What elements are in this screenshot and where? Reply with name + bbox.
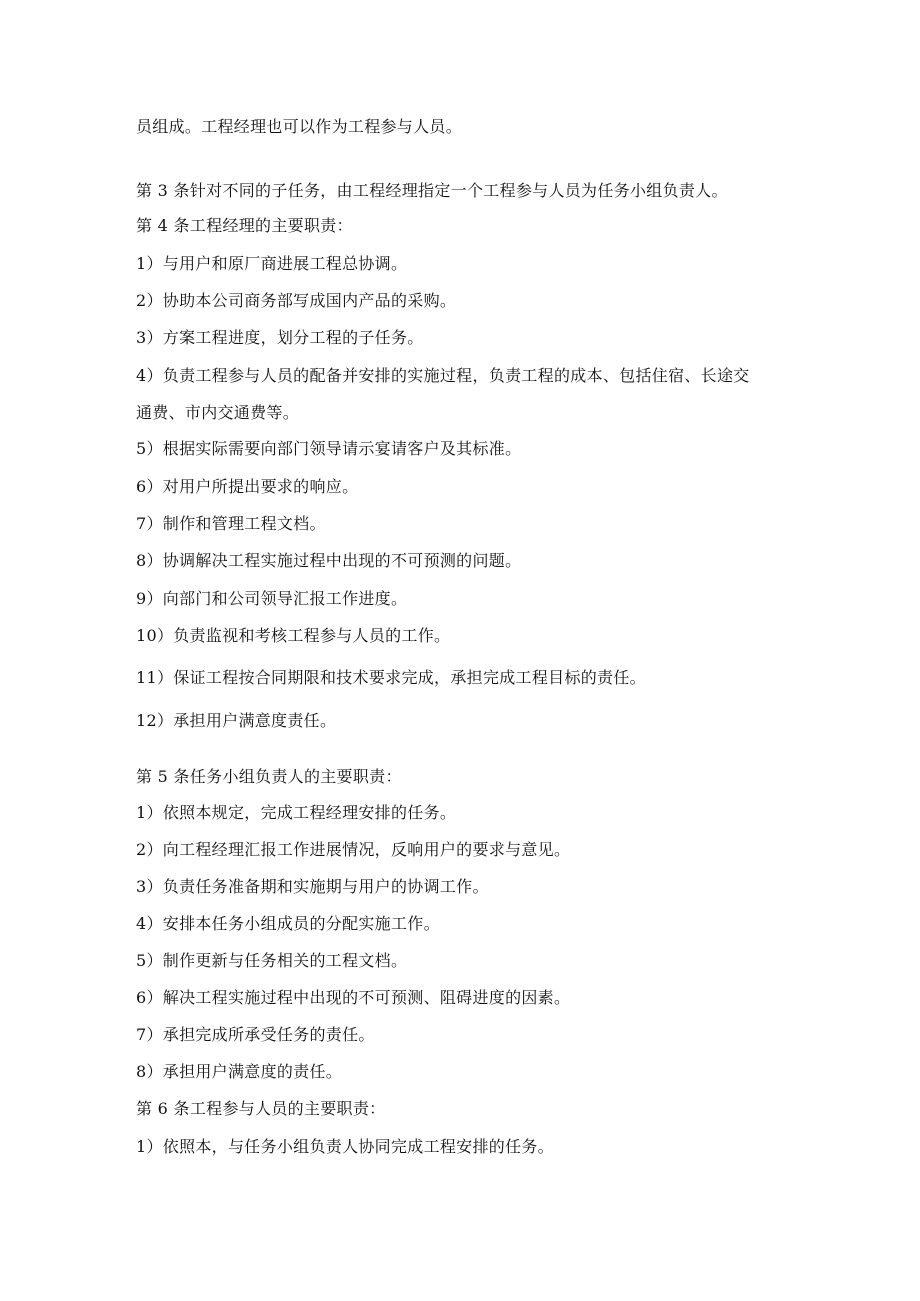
article-4-item-11: 11）保证工程按合同期限和技术要求完成，承担完成工程目标的责任。	[136, 668, 646, 687]
article-5-item-4: 4）安排本任务小组成员的分配实施工作。	[136, 914, 440, 933]
paragraph-continuation: 员组成。工程经理也可以作为工程参与人员。	[136, 117, 463, 136]
article-6-item-1: 1）依照本，与任务小组负责人协同完成工程安排的任务。	[136, 1137, 554, 1156]
article-4-item-1: 1）与用户和原厂商进展工程总协调。	[136, 254, 408, 273]
article-5-item-1: 1）依照本规定，完成工程经理安排的任务。	[136, 803, 457, 822]
article-4-item-12: 12）承担用户满意度责任。	[136, 711, 337, 730]
article-6-heading: 第 6 条工程参与人员的主要职责：	[136, 1099, 386, 1118]
article-3-text: 第 3 条针对不同的子任务，由工程经理指定一个工程参与人员为任务小组负责人。	[136, 181, 728, 200]
article-4-item-2: 2）协助本公司商务部写成国内产品的采购。	[136, 291, 457, 310]
article-5-item-5: 5）制作更新与任务相关的工程文档。	[136, 951, 408, 970]
article-4-item-9: 9）向部门和公司领导汇报工作进度。	[136, 589, 408, 608]
article-5-item-6: 6）解决工程实施过程中出现的不可预测、阻碍进度的因素。	[136, 988, 571, 1007]
article-4-item-10: 10）负责监视和考核工程参与人员的工作。	[136, 626, 451, 645]
article-4-item-3: 3）方案工程进度，划分工程的子任务。	[136, 328, 424, 347]
article-4-item-6: 6）对用户所提出要求的响应。	[136, 477, 359, 496]
article-5-item-2: 2）向工程经理汇报工作进展情况，反响用户的要求与意见。	[136, 840, 571, 859]
article-5-heading: 第 5 条任务小组负责人的主要职责：	[136, 767, 402, 786]
article-5-item-3: 3）负责任务准备期和实施期与用户的协调工作。	[136, 877, 489, 896]
article-4-heading: 第 4 条工程经理的主要职责：	[136, 216, 353, 235]
article-4-item-4-line-1: 4）负责工程参与人员的配备并安排的实施过程，负责工程的成本、包括住宿、长途交	[136, 366, 750, 385]
article-4-item-7: 7）制作和管理工程文档。	[136, 514, 326, 533]
article-4-item-4-line-2: 通费、市内交通费等。	[136, 403, 300, 422]
article-5-item-7: 7）承担完成所承受任务的责任。	[136, 1025, 375, 1044]
article-4-item-5: 5）根据实际需要向部门领导请示宴请客户及其标准。	[136, 439, 522, 458]
article-4-item-8: 8）协调解决工程实施过程中出现的不可预测的问题。	[136, 551, 522, 570]
article-5-item-8: 8）承担用户满意度的责任。	[136, 1062, 343, 1081]
